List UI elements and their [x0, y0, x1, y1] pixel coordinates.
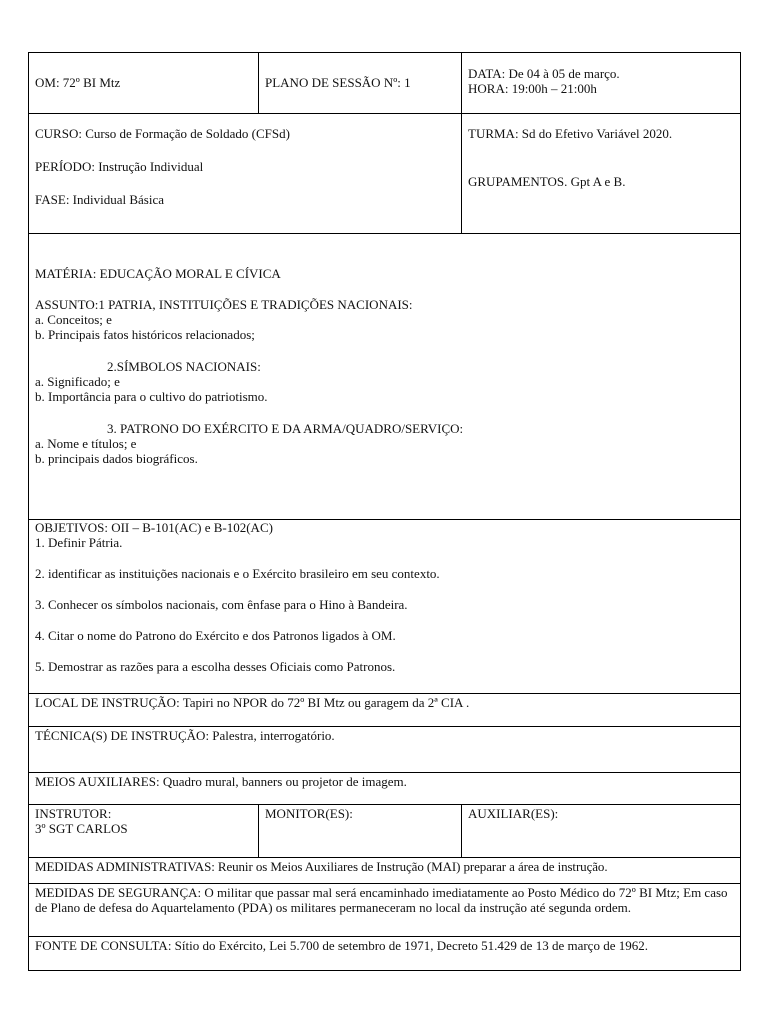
medidas-seg-row — [29, 883, 740, 936]
periodo-text: PERÍODO: Instrução Individual — [35, 159, 204, 174]
materia-cell — [29, 234, 740, 519]
grupamentos-text: GRUPAMENTOS. Gpt A e B. — [468, 174, 626, 189]
session-plan-table — [28, 52, 741, 971]
data-text: DATA: De 04 à 05 de março. — [468, 66, 620, 81]
om-cell: OM: 72º BI Mtz — [35, 75, 121, 90]
objetivo-item: 2. identificar as instituições nacionais e o Exército brasileiro em seu contexto. — [35, 566, 440, 581]
objetivo-item: 4. Citar o nome do Patrono do Exército e dos Patronos ligados à OM. — [35, 628, 396, 643]
curso-cell — [29, 114, 461, 233]
equipe-row — [29, 804, 740, 857]
curso-text: CURSO: Curso de Formação de Soldado (CFSd) — [35, 126, 290, 141]
medidas-adm-text: MEDIDAS ADMINISTRATIVAS: Reunir os Meios Auxiliares de Instrução (MAI) preparar a área de instrução. — [35, 859, 608, 874]
assunto-2-b: b. Importância para o cultivo do patriotismo. — [35, 389, 268, 404]
objetivos-title: OBJETIVOS: OII – B-101(AC) e B-102(AC) — [35, 520, 273, 535]
assunto-1-b: b. Principais fatos históricos relacionados; — [35, 327, 255, 342]
objetivos-cell — [29, 520, 740, 693]
local-text: LOCAL DE INSTRUÇÃO: Tapiri no NPOR do 72º BI Mtz ou garagem da 2ª CIA . — [35, 695, 470, 710]
instrutor-cell — [29, 805, 258, 857]
assunto-1: ASSUNTO:1 PATRIA, INSTITUIÇÕES E TRADIÇÕES NACIONAIS: — [35, 297, 413, 312]
medidas-adm-row — [29, 857, 740, 883]
meios-row — [29, 772, 740, 804]
objetivo-item: 3. Conhecer os símbolos nacionais, com ênfase para o Hino à Bandeira. — [35, 597, 408, 612]
materia-title: MATÉRIA: EDUCAÇÃO MORAL E CÍVICA — [35, 266, 281, 281]
curso-row — [29, 113, 740, 233]
monitor-cell: MONITOR(ES): — [258, 805, 461, 857]
assunto-3: 3. PATRONO DO EXÉRCITO E DA ARMA/QUADRO/SERVIÇO: — [107, 421, 464, 436]
turma-text: TURMA: Sd do Efetivo Variável 2020. — [468, 126, 673, 141]
assunto-1-a: a. Conceitos; e — [35, 312, 112, 327]
plano-cell: PLANO DE SESSÃO Nº: 1 — [258, 53, 461, 113]
assunto-3-a: a. Nome e títulos; e — [35, 436, 137, 451]
assunto-3-b: b. principais dados biográficos. — [35, 451, 198, 466]
objetivos-row — [29, 519, 740, 693]
instrutor-name: 3º SGT CARLOS — [35, 821, 128, 836]
data-hora-cell — [461, 53, 740, 113]
tecnica-text: TÉCNICA(S) DE INSTRUÇÃO: Palestra, interrogatório. — [35, 728, 335, 743]
medidas-seg-text: MEDIDAS DE SEGURANÇA: O militar que passar mal será encaminhado imediatamente ao Posto Médico do 72º BI Mtz; Em caso de Plano de defesa do Aquartelamento (PDA) os militares permaneceram no local da instrução até segunda ordem. — [35, 885, 728, 915]
turma-cell — [461, 114, 740, 233]
materia-row — [29, 233, 740, 519]
fonte-text: FONTE DE CONSULTA: Sítio do Exército, Lei 5.700 de setembro de 1971, Decreto 51.429 de 13 de março de 1962. — [35, 938, 648, 953]
local-row — [29, 693, 740, 726]
objetivo-item: 5. Demostrar as razões para a escolha desses Oficiais como Patronos. — [35, 659, 396, 674]
objetivo-item: 1. Definir Pátria. — [35, 535, 123, 550]
auxiliar-cell: AUXILIAR(ES): — [461, 805, 740, 857]
fonte-row — [29, 936, 740, 970]
fase-text: FASE: Individual Básica — [35, 192, 165, 207]
header-row — [29, 53, 740, 113]
assunto-2: 2.SÍMBOLOS NACIONAIS: — [107, 359, 261, 374]
tecnica-row — [29, 726, 740, 772]
hora-text: HORA: 19:00h – 21:00h — [468, 81, 597, 96]
meios-text: MEIOS AUXILIARES: Quadro mural, banners ou projetor de imagem. — [35, 774, 407, 789]
assunto-2-a: a. Significado; e — [35, 374, 120, 389]
instrutor-label: INSTRUTOR: — [35, 806, 112, 821]
